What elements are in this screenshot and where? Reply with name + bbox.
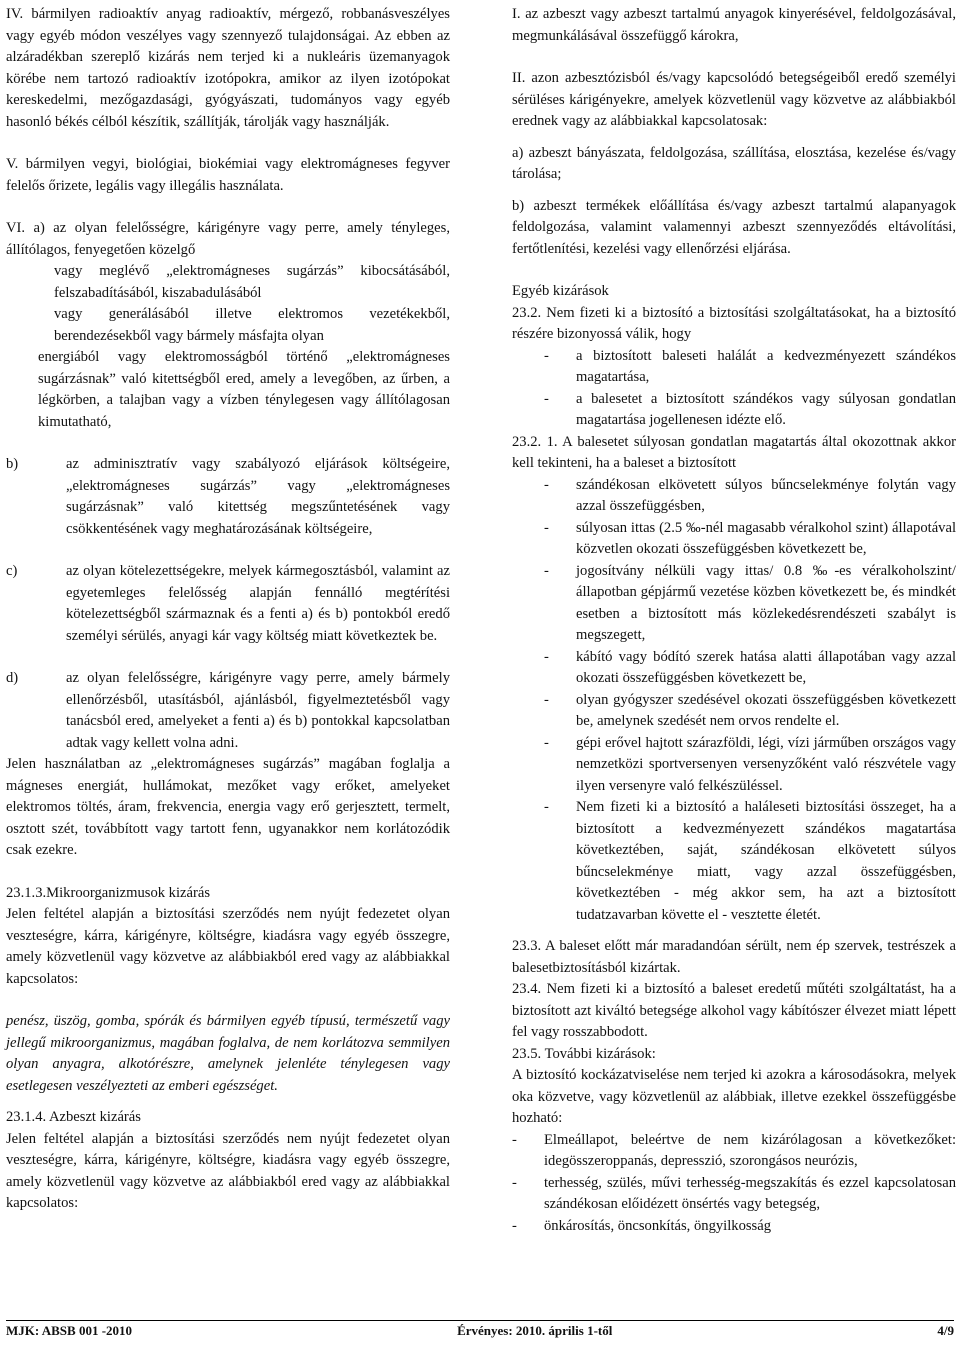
validity-date: Érvényes: 2010. április 1-től xyxy=(457,1323,613,1338)
list-dash: - xyxy=(544,691,549,708)
list-item-text: súlyosan ittas (2.5 ‰-nél magasabb véralkohol szint) állapotával közvetlen okozati összefüggésben következett be, xyxy=(576,519,956,557)
mikro-title: 23.1.3.Mikroorganizmusok kizárás xyxy=(6,884,211,901)
section-ii: II. azon azbesztózisból és/vagy kapcsolódó betegségeiből eredő személyi sérüléses kárigényekre, amelyek közvetlenül vagy közvetve az alábbiakból erednek vagy az alábbiakkal kapcsolatosak: xyxy=(512,70,956,129)
list-dash: - xyxy=(544,799,549,815)
list-item-text: a balesetet a biztosított szándékos vagy súlyosan gondatlan magatartása jogellenesen idézte elő. xyxy=(576,390,956,428)
list-item xyxy=(512,797,956,926)
list-23-2-1 xyxy=(512,475,956,927)
section-i: I. az azbeszt vagy azbeszt tartalmú anyagok kinyerésével, feldolgozásával, megmunkálásával összefüggő károkra, xyxy=(512,6,956,44)
list-item xyxy=(512,1216,956,1238)
list-dash: - xyxy=(512,1174,517,1191)
list-23-2 xyxy=(512,346,956,432)
item-b: b) azbeszt termékek előállítása és/vagy azbeszt tartalmú alapanyagok feldolgozása, valamint valamennyi azbeszt szennyeződés eltávolítási, fertőtlenítési, kezelési vagy ellenőrzési eljárása. xyxy=(512,197,956,257)
list-dash: - xyxy=(512,1217,517,1234)
list-dash: - xyxy=(544,476,549,493)
section-vi-a: VI. a) az olyan felelősségre, kárigényre vagy perre, amely tényleges, állítólagos, fenyegetően közelgő xyxy=(6,220,450,258)
list-item xyxy=(512,346,956,389)
list-dash: - xyxy=(512,1131,517,1148)
section-23-3: 23.3. A baleset előtt már maradandóan sérült, nem ép szervek, testrészek a balesetbiztosításból kizártak. xyxy=(512,938,956,976)
list-item-text: kábító vagy bódító szerek hatása alatti állapotában vagy azzal okozati összefüggésben következett be, xyxy=(576,648,956,686)
right-column xyxy=(512,4,956,1237)
list-dash: - xyxy=(544,648,549,665)
item-label: b) xyxy=(6,456,19,472)
document-code: MJK: ABSB 001 -2010 xyxy=(6,1323,133,1338)
list-dash: - xyxy=(544,390,549,407)
section-vi-d xyxy=(6,668,450,754)
list-item xyxy=(512,647,956,690)
item-text: az olyan kötelezettségekre, melyek kármegosztásból, valamint az egyetemleges felelősség alapján fennálló megtérítési kötelezettségből származnak és a fenti a) és b) pontokból eredő személyi sérülés, anyagi kár vagy költség miatt következtek be. xyxy=(66,563,450,644)
list-item xyxy=(512,690,956,733)
section-vi-a-cont2: vagy generálásából illetve elektromos vezetékekből, berendezésekből vagy bármely másfajta olyan xyxy=(54,306,450,344)
mikro-italic: penész, üszög, gomba, spórák és bármilyen egyéb típusú, természetű vagy jellegű mikroorganizmus, magában foglalva, de nem korlátozva semmilyen olyan anyagra, alkotórészre, amelynek jelenléte ténylegesen vagy esetlegesen veszélyezteti az emberi egészséget. xyxy=(6,1013,450,1094)
section-23-5-text: A biztosító kockázatviselése nem terjed ki azokra a károsodásokra, melyek oka közvetve, vagy közvetlenül az alábbiak, illetve ezekkel összefüggésbe hozható: xyxy=(512,1067,956,1126)
item-label: c) xyxy=(6,563,18,579)
list-item xyxy=(512,561,956,647)
left-column xyxy=(6,4,450,1215)
list-item xyxy=(512,1173,956,1216)
list-item-text: terhesség, szülés, művi terhesség-megszakítás és ezzel kapcsolatosan szándékosan előidézett önsértés vagy betegség, xyxy=(544,1174,956,1212)
list-dash: - xyxy=(544,562,549,579)
section-vi-c xyxy=(6,561,450,647)
section-iv: IV. bármilyen radioaktív anyag radioaktív, mérgező, robbanásveszélyes vagy egyéb módon veszélyes vagy szennyező tulajdonságai. Az ebben az alzáradékban szereplő kizárás nem terjed ki a nukleáris üzemanyagok körébe nem tartozó radioaktív izotópokra, amikor az ilyen izotópokat kereskedelmi, mezőgazdasági, gyógyászati, tudományos vagy egyéb hasonló békés célból készítik, szállítják, tárolják vagy használják. xyxy=(6,6,450,130)
list-23-5 xyxy=(512,1130,956,1238)
section-v: V. bármilyen vegyi, biológiai, biokémiai vagy elektromágneses fegyver felelős őrizete, legális vagy illegális használata. xyxy=(6,156,450,194)
item-text: az adminisztratív vagy szabályozó eljárások költségeire, „elektromágneses sugárzás” vagy „elektromágneses sugárzásnak” való kitettség megszűntetésének vagy csökkentésének vagy meghatározásának költségeire, xyxy=(66,456,450,537)
section-vi-a-cont1: vagy meglévő „elektromágneses sugárzás” kibocsátásából, felszabadításából, kiszabadulásából xyxy=(54,263,450,301)
list-dash: - xyxy=(544,734,549,751)
list-item xyxy=(512,733,956,798)
list-item xyxy=(512,518,956,561)
azbeszt-title: 23.1.4. Azbeszt kizárás xyxy=(6,1109,141,1125)
list-item-text: olyan gyógyszer szedésével okozati összefüggésben következett be, amelynek szedését nem orvos rendelte el. xyxy=(576,691,956,729)
list-dash: - xyxy=(544,347,549,364)
section-vi-a-cont3: energiából vagy elektromosságból történő „elektromágneses sugárzásnak” való kitettségből ered, amely a levegőben, az űrben, a légkörben, a talajban vagy a vízben ténylegesen vagy állítólagosan kimutatható, xyxy=(38,349,450,430)
list-item-text: gépi erővel hajtott szárazföldi, légi, vízi járműben országos vagy nemzetközi sportversenyen versenyzőként való részvétele vagy ilyen versenyre való felkészüléssel. xyxy=(576,734,956,794)
list-item-text: a biztosított baleseti halálát a kedvezményezett szándékos magatartása, xyxy=(576,347,956,385)
mikro-text: Jelen feltétel alapján a biztosítási szerződés nem nyújt fedezetet olyan veszteségre, kárra, kárigényre, költségre, kiadásra vagy egyéb összegre, amely közvetlenül vagy közvetve az alábbiakból ered vagy az alábbiakkal kapcsolatos: xyxy=(6,906,450,987)
item-a: a) azbeszt bányászata, feldolgozása, szállítása, elosztása, kezelése és/vagy tárolása; xyxy=(512,144,956,182)
section-23-4: 23.4. Nem fizeti ki a biztosító a baleset eredetű műtéti szolgáltatást, ha a biztosított azt kiváltó betegsége alkohol vagy kábítószer élvezet miatt lépett fel vagy rosszabbodott. xyxy=(512,981,956,1040)
list-item xyxy=(512,389,956,432)
egyeb-title: Egyéb kizárások xyxy=(512,283,609,299)
list-item xyxy=(512,1130,956,1173)
item-text: az olyan felelősségre, kárigényre vagy perre, amely bármely ellenőrzésből, utasításból, ajánlásból, figyelmeztetésből vagy tanácsból ered, amelyeket a fenti a) és b) pontokkal kapcsolatban adtak vagy kellett volna adni. xyxy=(66,670,450,751)
section-23-2: 23.2. Nem fizeti ki a biztosító a biztosítási szolgáltatásokat, ha a biztosító részére bizonyossá válik, hogy xyxy=(512,304,956,342)
list-item-text: jogosítvány nélküli vagy ittas/ 0.8 ‰-es véralkoholszint/ állapotban gépjármű vezetése közben következett be, és mindkét esetben a biztosított más közlekedésrendészeti szabályt is megszegett, xyxy=(576,562,956,643)
azbeszt-text: Jelen feltétel alapján a biztosítási szerződés nem nyújt fedezetet olyan veszteségre, kárra, kárigényre, költségre, kiadásra vagy egyéb összegre, amely közvetlenül vagy közvetve az alábbiakból ered vagy az alábbiakkal kapcsolatos: xyxy=(6,1130,450,1211)
item-label: d) xyxy=(6,670,19,686)
list-dash: - xyxy=(544,519,549,536)
list-item xyxy=(512,475,956,518)
list-item-text: önkárosítás, öncsonkítás, öngyilkosság xyxy=(544,1217,771,1234)
page-footer xyxy=(6,1320,954,1341)
definition-paragraph: Jelen használatban az „elektromágneses sugárzás” magában foglalja a mágneses energiát, hullámokat, mezőket vagy erőket, amelyeket elektromos töltés, áram, frekvencia, energia vagy erő gerjesztett, termelt, osztott szét, továbbított vagy tartott fenn, ugyanakkor nem korlátozódik csak ezekre. xyxy=(6,756,450,858)
section-vi-b xyxy=(6,454,450,540)
list-item-text: Nem fizeti ki a biztosító a haláleseti biztosítási összeget, ha a biztosított a kedvezményezett szándékos magatartása következtében, saját, szándékosan elkövetett súlyos bűncselekménye miatt, vagy azzal összefüggésben, következtében - még akkor sem, ha azt a biztosított tudatzavarban követte el - vesztette életét. xyxy=(576,799,956,923)
list-item-text: szándékosan elkövetett súlyos bűncselekménye folytán vagy azzal összefüggésben, xyxy=(576,476,956,514)
page-number: 4/9 xyxy=(937,1323,954,1338)
list-item-text: Elmeállapot, beleértve de nem kizárólagosan a következőket: idegösszeroppanás, depresszió, szorongásos neurózis, xyxy=(544,1131,956,1169)
section-23-2-1: 23.2. 1. A balesetet súlyosan gondatlan magatartás által okozottnak akkor kell tekinteni, ha a baleset a biztosított xyxy=(512,433,956,471)
section-23-5: 23.5. További kizárások: xyxy=(512,1045,656,1062)
